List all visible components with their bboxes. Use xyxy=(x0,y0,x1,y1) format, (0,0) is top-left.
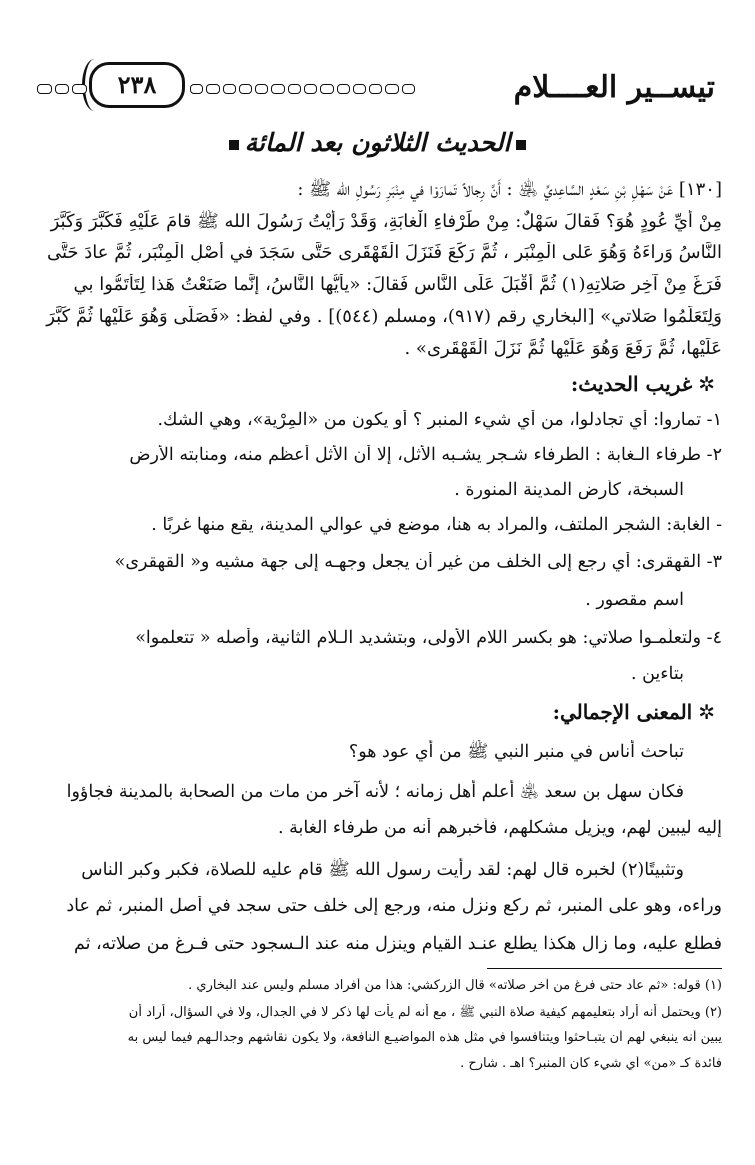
gharib-line: السبخة، كأرض المدينة المنورة . xyxy=(454,480,684,500)
hadith-line: [١٣٠] عَنْ سَهْلِ بْنِ سَعْدٍ السَّاعِديِّ ﵁ : أَنَّ رِجالاً تَمارَوْا في مِنْبَرِ رَسُولِ الله ﷺ : xyxy=(297,179,722,200)
gharib-line: اسم مقصور . xyxy=(585,590,684,610)
meaning-line: فطلع عليه، وما زال هكذا يطلع عنـد القيام وينزل منه عند الـسجود حتى فـرغ من صلاته، ثم xyxy=(73,934,722,954)
square-bullet-icon xyxy=(229,140,239,150)
meaning-line: وتثبيتًا(٢) لخبره قال لهم: لقد رأيت رسول الله ﷺ قام عليه للصلاة، فكبر وكبر الناس xyxy=(81,860,684,880)
gharib-heading xyxy=(571,372,715,396)
asterisk-icon: ✲ xyxy=(698,372,715,396)
gharib-line: ٢- طرفاء الـغابة : الطرفاء شـجر يشـبه الأثل، إلا أن الأثل أعظم منه، ومنابته الأرض xyxy=(129,445,722,465)
footnote: (١) قوله: «ثم عاد حتى فرغ من آخر صلاته» قال الزركشي: هذا من أفراد مسلم وليس عند البخاري . xyxy=(188,978,722,993)
meaning-line: إليه ليبين لهم، ويزيل مشكلهم، فأخبرهم أنه من طرفاء الغابة . xyxy=(277,818,722,838)
gharib-heading-text: غريب الحديث: xyxy=(570,372,693,396)
hadith-line: مِنْ أَيِّ عُودٍ هُوَ؟ فَقالَ سَهْلٌ: مِنْ طَرْفاءِ الْغابَةِ، وَقَدْ رَأَيْتُ رَسُولَ الله ﷺ قامَ عَلَيْهِ فَكَبَّرَ وَكَبَّرَ xyxy=(50,211,722,232)
footnote: (٢) ويحتمل أنه أراد بتعليمهم كيفية صلاة النبي ﷺ ، مع أنه لم يأت لها ذكر لا في الجدال، ولا في السؤال، أراد أن xyxy=(128,1005,722,1020)
gharib-line: ٣- القهقرى: أي رجع إلى الخلف من غير أن يجعل وجهـه إلى جهة مشيه و« القهقرى» xyxy=(114,552,722,572)
gharib-line: بتاءين . xyxy=(630,664,684,684)
header-ornament-small xyxy=(37,84,87,98)
meaning-heading-text: المعنى الإجمالي: xyxy=(552,700,693,724)
meaning-heading xyxy=(553,700,715,724)
footnote: فائدة كـ «من» أي شيء كان المنبر؟ اهـ . شارح . xyxy=(460,1056,722,1071)
book-title: تيســير العــــلام xyxy=(513,70,715,105)
square-bullet-icon xyxy=(516,140,526,150)
gharib-line: - الغابة: الشجر الملتف، والمراد به هنا، موضع في عوالي المدينة، يقع منها غربًا . xyxy=(151,515,722,535)
meaning-line: تباحث أناس في منبر النبي ﷺ من أي عود هو؟ xyxy=(348,742,684,762)
hadith-line: وَلِتَعَلَّمُوا صَلاتي» [البخاري رقم (٩١٧)، ومسلم (٥٤٤)] . وفي لفظ: «فَصَلَّى وَهُوَ عَلَيْها ثُمَّ كَبَّرَ xyxy=(46,306,722,327)
page-header xyxy=(40,62,715,122)
section-title xyxy=(0,128,755,157)
hadith-line: فَرَغَ مِنْ آخِرِ صَلاتِهِ(١) ثُمَّ أَقْبَلَ عَلَى النَّاسِ فَقالَ: «يأَيُّها النَّاسُ، إِنَّما صَنَعْتُ هَذا لِتَأْتَمُّوا بي xyxy=(73,274,722,295)
page-number: ٢٣٨ xyxy=(89,62,185,108)
hadith-line: عَلَيْها، ثُمَّ رَفَعَ وَهُوَ عَلَيْها ثُمَّ نَزَلَ الْقَهْقَرى» . xyxy=(404,338,722,359)
asterisk-icon: ✲ xyxy=(698,700,715,724)
header-ornament xyxy=(190,84,415,98)
section-title-text: الحديث الثلاثون بعد المائة xyxy=(244,128,511,157)
footnote-divider xyxy=(487,968,722,969)
meaning-line: فكان سهل بن سعد ﵁ أعلم أهل زمانه ؛ لأنه آخر من مات من الصحابة بالمدينة فجاؤوا xyxy=(66,782,684,802)
hadith-line: النَّاسُ وَراءَهُ وَهُوَ عَلى الْمِنْبَرِ ، ثُمَّ رَكَعَ فَنَزَلَ الْقَهْقَرى حَتَّى سَجَدَ في أَصْلِ الْمِنْبَرِ، ثُمَّ عادَ حَتَّى xyxy=(46,242,722,263)
gharib-line: ١- تماروا: أي تجادلوا، من أي شيء المنبر ؟ أو يكون من «المِرْية»، وهي الشك. xyxy=(157,410,722,430)
footnote: يبين أنه ينبغي لهم أن يتبـاحثوا ويتنافسوا في مثل هذه المواضيـع النافعة، ولا يكون نقاشهم وجدالـهم فيما ليس به xyxy=(127,1030,722,1045)
meaning-line: وراءه، وهو على المنبر، ثم ركع ونزل منه، ورجع إلى خلف حتى سجد في أصل المنبر، ثم عاد xyxy=(66,896,722,916)
gharib-line: ٤- ولتعلّمـوا صلاتي: هو بكسر اللام الأولى، وبتشديد الـلام الثانية، وأصله « تتعلموا» xyxy=(135,628,722,648)
